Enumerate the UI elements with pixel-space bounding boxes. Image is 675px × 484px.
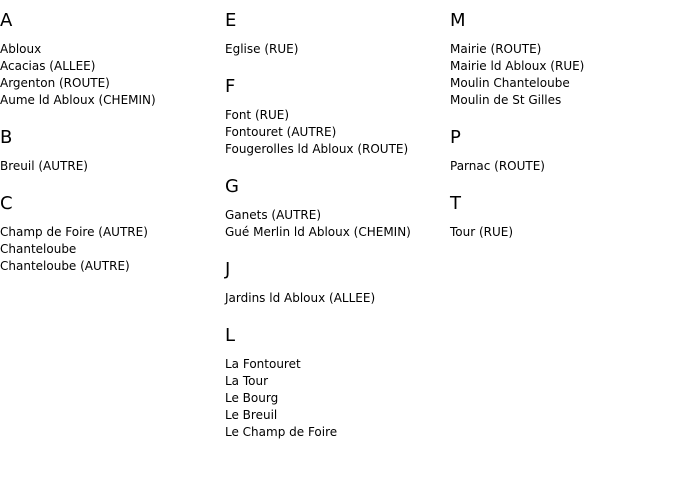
entry-list	[225, 207, 450, 241]
letter-heading: B	[0, 127, 13, 148]
letter-group-j	[225, 259, 450, 307]
index-column-2	[225, 10, 450, 459]
letter-group-g	[225, 176, 450, 241]
street-entry[interactable]: Breuil (AUTRE)	[0, 159, 88, 173]
street-entry[interactable]: Mairie (ROUTE)	[450, 42, 542, 56]
letter-heading: F	[225, 76, 236, 97]
entry-list	[450, 158, 675, 175]
entry-list	[225, 356, 450, 441]
street-entry[interactable]: Moulin Chanteloube	[450, 76, 570, 90]
letter-group-a	[0, 10, 225, 109]
street-entry[interactable]: Ganets (AUTRE)	[225, 208, 322, 222]
entry-list	[225, 41, 450, 58]
entry-list	[0, 158, 225, 175]
street-entry[interactable]: Moulin de St Gilles	[450, 93, 562, 107]
street-entry[interactable]: Fougerolles ld Ablоux (ROUTE)	[225, 142, 409, 156]
letter-heading: G	[225, 176, 239, 197]
street-entry[interactable]: Fontouret (AUTRE)	[225, 125, 337, 139]
entry-list	[225, 107, 450, 158]
street-entry[interactable]: Font (RUE)	[225, 108, 290, 122]
index-column-1	[0, 10, 225, 293]
entry-list	[450, 41, 675, 109]
entry-list	[0, 224, 225, 275]
street-entry[interactable]: Le Champ de Foire	[225, 425, 338, 439]
letter-heading: T	[450, 193, 461, 214]
letter-heading: A	[0, 10, 13, 31]
street-entry[interactable]: Aume ld Ablоux (CHEMIN)	[0, 93, 156, 107]
street-entry[interactable]: La Tour	[225, 374, 269, 388]
street-entry[interactable]: Jardins ld Ablоux (ALLEE)	[225, 291, 376, 305]
letter-heading: P	[450, 127, 461, 148]
street-entry[interactable]: Le Breuil	[225, 408, 278, 422]
index-column-3	[450, 10, 675, 259]
letter-heading: J	[225, 259, 231, 280]
street-entry[interactable]: Tour (RUE)	[450, 225, 514, 239]
letter-group-l	[225, 325, 450, 441]
street-entry[interactable]: Abloux	[0, 42, 42, 56]
street-entry[interactable]: Mairie ld Ablоux (RUE)	[450, 59, 585, 73]
street-entry[interactable]: Argenton (ROUTE)	[0, 76, 110, 90]
letter-group-e	[225, 10, 450, 58]
street-entry[interactable]: Gué Merlin ld Ablоux (CHEMIN)	[225, 225, 411, 239]
letter-group-f	[225, 76, 450, 158]
letter-group-b	[0, 127, 225, 175]
entry-list	[450, 224, 675, 241]
street-entry[interactable]: Chanteloube	[0, 242, 77, 256]
entry-list	[225, 290, 450, 307]
letter-heading: E	[225, 10, 237, 31]
letter-group-p	[450, 127, 675, 175]
street-entry[interactable]: Le Bourg	[225, 391, 279, 405]
letter-heading: M	[450, 10, 466, 31]
letter-group-m	[450, 10, 675, 109]
street-entry[interactable]: Parnac (ROUTE)	[450, 159, 545, 173]
street-entry[interactable]: La Fontouret	[225, 357, 301, 371]
letter-group-t	[450, 193, 675, 241]
letter-heading: L	[225, 325, 236, 346]
letter-group-c	[0, 193, 225, 275]
street-entry[interactable]: Acacias (ALLEE)	[0, 59, 96, 73]
street-entry[interactable]: Champ de Foire (AUTRE)	[0, 225, 148, 239]
street-entry[interactable]: Eglise (RUE)	[225, 42, 299, 56]
entry-list	[0, 41, 225, 109]
letter-heading: C	[0, 193, 13, 214]
street-entry[interactable]: Chanteloube (AUTRE)	[0, 259, 130, 273]
